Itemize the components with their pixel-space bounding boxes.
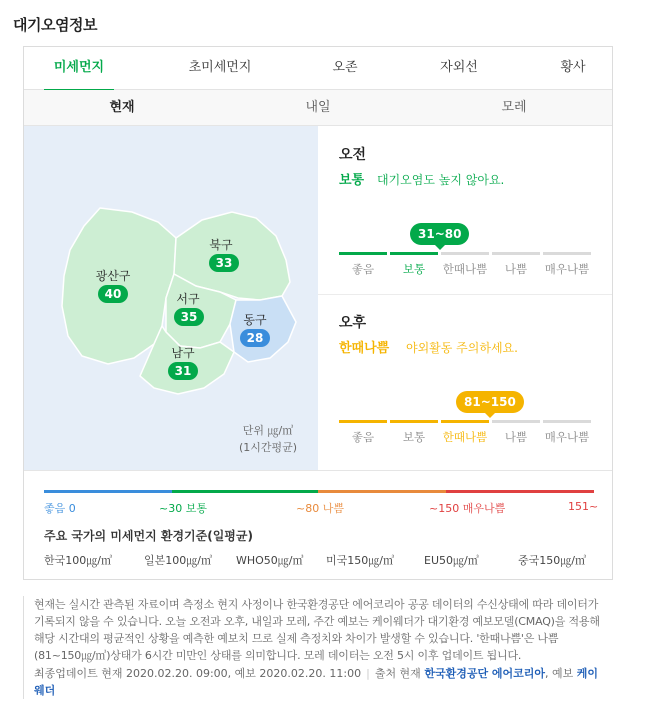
am-desc: 대기오염도 높지 않아요. <box>377 173 505 187</box>
standard-eu: EU50㎍/㎥ <box>424 554 479 567</box>
air-quality-panel <box>23 46 613 580</box>
standards-title: 주요 국가의 미세먼지 환경기준(일평균) <box>44 529 253 543</box>
update-info: 최종업데이트 현재 2020.02.20. 09:00, 예보 2020.02.20. 11:00 | 출처 현재 한국환경공단 에어코리아, 예보 케이웨더 <box>34 667 599 697</box>
standard-korea: 한국100㎍/㎥ <box>44 554 112 567</box>
am-status: 보통 <box>339 173 365 188</box>
tab-uv[interactable]: 자외선 <box>440 60 478 75</box>
tab-yellow-dust[interactable]: 황사 <box>560 60 586 75</box>
pm-scale-label-normal: 보통 <box>402 430 426 444</box>
pm-scale-label-good: 좋음 <box>351 430 375 444</box>
pollutant-tabs <box>24 47 612 90</box>
pm-status: 한때나쁨 <box>339 341 390 356</box>
district-label-seo: 서구 <box>176 292 200 306</box>
am-scale-seg-partly-bad <box>441 252 489 255</box>
forecast-panel <box>318 126 612 470</box>
pm-scale-seg-partly-bad <box>441 420 489 423</box>
subtab-day-after[interactable]: 모레 <box>501 100 527 115</box>
pm-scale-seg-good <box>339 420 387 423</box>
notice-text: 현재는 실시간 관측된 자료이며 측정소 현지 사정이나 한국환경공단 에어코리아 공공 데이터의 수신상태에 따라 데이터가 기록되지 않을 수 있습니다. 오늘 오전과 오후, 내일과 모레, 주간 예보는 케이웨더가 대기환경 예보모델(CMAQ)을 적용해 해당 시간대의 평균적인 상황을 예측한 예보치 므로 실제 측정치와 차이가 발생할 수 있습니다. '한때나쁨'은 나쁨(81~150㎍/㎥)상태가 6시간 미만인 상태를 의미합니다. 모레 데이터는 오전 5시 이후 업데이트 됩니다. <box>34 598 600 662</box>
district-value-dong[interactable]: 28 <box>240 329 270 347</box>
pm-scale-label-partly-bad: 한때나쁨 <box>442 430 488 444</box>
district-label-dong: 동구 <box>243 313 267 327</box>
source-mid: , 예보 <box>545 667 574 680</box>
standard-who: WHO50㎍/㎥ <box>236 554 304 567</box>
unit-line-1: 단위 ㎍/㎥ <box>242 424 294 437</box>
page-title: 대기오염정보 <box>13 16 97 34</box>
standard-usa: 미국150㎍/㎥ <box>326 554 394 567</box>
district-value-nam[interactable]: 31 <box>168 362 198 380</box>
am-scale <box>339 252 593 282</box>
data-notice <box>23 596 603 699</box>
pm-range-badge: 81~150 <box>456 391 524 413</box>
district-label-nam: 남구 <box>171 346 195 360</box>
pollution-legend <box>24 470 612 580</box>
forecast-pm <box>318 294 612 470</box>
am-scale-seg-bad <box>492 252 540 255</box>
tab-ultrafine-dust[interactable]: 초미세먼지 <box>188 60 252 75</box>
source-prefix: 출처 현재 <box>374 667 421 680</box>
am-scale-label-very-bad: 매우나쁨 <box>544 262 590 276</box>
am-scale-seg-very-bad <box>543 252 591 255</box>
pm-title: 오후 <box>339 315 367 331</box>
legend-bar-very-bad <box>446 490 594 493</box>
legend-bar-good <box>44 490 172 493</box>
forecast-am <box>318 126 612 294</box>
subtab-tomorrow[interactable]: 내일 <box>305 100 331 115</box>
legend-label-normal: ~30 보통 <box>159 502 207 515</box>
map-unit <box>228 422 308 456</box>
pm-desc: 야외활동 주의하세요. <box>406 341 518 355</box>
pm-scale-label-bad: 나쁨 <box>504 430 528 444</box>
am-scale-label-bad: 나쁨 <box>504 262 528 276</box>
am-range-badge: 31~80 <box>410 223 469 245</box>
district-value-buk[interactable]: 33 <box>209 254 239 272</box>
legend-bar-normal <box>172 490 318 493</box>
standard-japan: 일본100㎍/㎥ <box>144 554 212 567</box>
legend-bar-bad <box>318 490 446 493</box>
pm-scale-label-very-bad: 매우나쁨 <box>544 430 590 444</box>
am-scale-label-normal: 보통 <box>402 262 426 276</box>
legend-label-max: 151~ <box>568 500 599 513</box>
source-link-kweather[interactable]: 케이웨더 <box>34 667 599 697</box>
subtab-now[interactable]: 현재 <box>109 100 135 115</box>
update-time: 최종업데이트 현재 2020.02.20. 09:00, 예보 2020.02.20. 11:00 <box>34 667 362 680</box>
district-value-gwangsan[interactable]: 40 <box>98 285 128 303</box>
district-label-gwangsan: 광산구 <box>95 269 131 283</box>
time-subtabs <box>24 90 612 126</box>
am-scale-seg-normal <box>390 252 438 255</box>
district-map <box>24 126 318 470</box>
unit-line-2: (1시간평균) <box>238 441 298 454</box>
legend-label-good: 좋음 0 <box>44 502 76 515</box>
pm-scale-seg-normal <box>390 420 438 423</box>
tab-fine-dust[interactable]: 미세먼지 <box>44 47 114 90</box>
pm-scale <box>339 420 593 450</box>
am-scale-label-good: 좋음 <box>351 262 375 276</box>
pm-scale-seg-bad <box>492 420 540 423</box>
standard-china: 중국150㎍/㎥ <box>518 554 586 567</box>
legend-label-very-bad: ~150 매우나쁨 <box>429 502 506 515</box>
district-value-seo[interactable]: 35 <box>174 308 204 326</box>
am-scale-label-partly-bad: 한때나쁨 <box>442 262 488 276</box>
source-link-airkorea[interactable]: 한국환경공단 에어코리아 <box>424 667 546 680</box>
tab-ozone[interactable]: 오존 <box>332 60 358 75</box>
pm-scale-seg-very-bad <box>543 420 591 423</box>
district-label-buk: 북구 <box>209 238 233 252</box>
legend-label-bad: ~80 나쁨 <box>296 502 344 515</box>
am-scale-seg-good <box>339 252 387 255</box>
am-title: 오전 <box>339 147 367 163</box>
